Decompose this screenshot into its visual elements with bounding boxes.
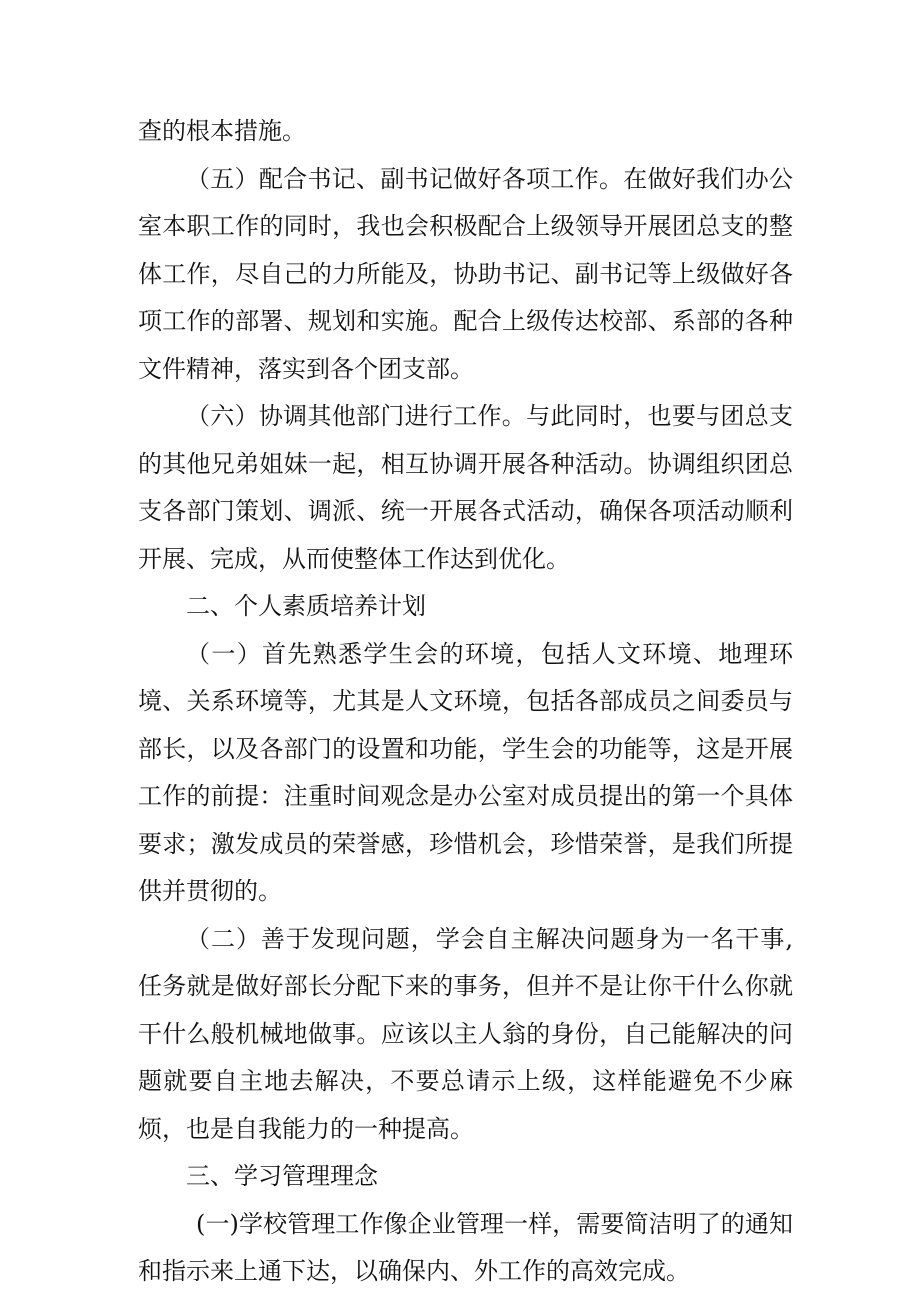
paragraph-management-1: (一)学校管理工作像企业管理一样，需要简洁明了的通知和指示来上通下达，以确保内、外工作的高效完成。	[138, 1209, 793, 1285]
document-body	[138, 108, 793, 1296]
paragraph-section-6: （六）协调其他部门进行工作。与此同时，也要与团总支的其他兄弟姐妹一起，相互协调开展各种活动。协调组织团总支各部门策划、调派、统一开展各式活动，确保各项活动顺利开展、完成，从而使整体工作达到优化。	[138, 402, 793, 573]
paragraph-quality-2: （二）善于发现问题，学会自主解决问题身为一名干事,任务就是做好部长分配下来的事务，但并不是让你干什么你就干什么般机械地做事。应该以主人翁的身份，自己能解决的问题就要自主地去解决，不要总请示上级，这样能避免不少麻烦，也是自我能力的一种提高。	[138, 924, 793, 1143]
paragraph-quality-1: （一）首先熟悉学生会的环境，包括人文环境、地理环境、关系环境等，尤其是人文环境，包括各部成员之间委员与部长，以及各部门的设置和功能，学生会的功能等，这是开展工作的前提：注重时间观念是办公室对成员提出的第一个具体要求；激发成员的荣誉感，珍惜机会，珍惜荣誉，是我们所提供并贯彻的。	[138, 639, 793, 905]
paragraph-section-5: （五）配合书记、副书记做好各项工作。在做好我们办公室本职工作的同时，我也会积极配合上级领导开展团总支的整体工作，尽自己的力所能及，协助书记、副书记等上级做好各项工作的部署、规划和实施。配合上级传达校部、系部的各种文件精神，落实到各个团支部。	[138, 164, 793, 383]
heading-management-concepts: 三、学习管理理念	[186, 1162, 378, 1190]
heading-personal-quality-plan: 二、个人素质培养计划	[186, 592, 426, 620]
paragraph-continuation: 查的根本措施。	[138, 117, 306, 145]
